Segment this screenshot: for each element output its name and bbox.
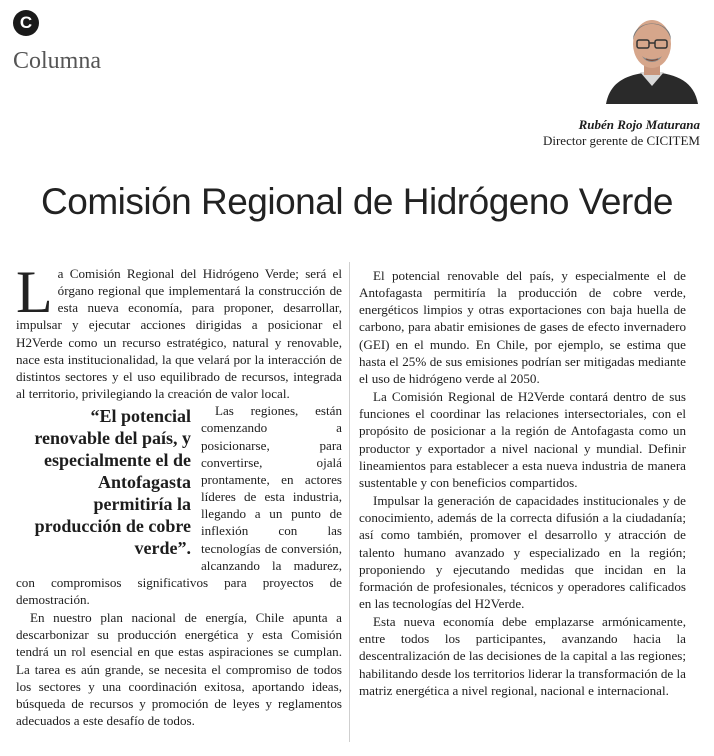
article-headline: Comisión Regional de Hidrógeno Verde — [41, 181, 673, 222]
drop-cap: L — [16, 259, 53, 325]
article-column-right — [359, 267, 686, 699]
article-paragraph: Impulsar la generación de capacidades institucionales y de conocimiento, además de la correcta difusión a la ciudadanía; así como también, promover el desarrollo y atracción de talento humano avanzado y especializado en la región; proponiendo y ejecutando medidas que incidan en la formación de profesionales, técnicos y operadores calificados en las tecnologías del H2Verde. — [359, 493, 686, 611]
article-paragraph: L a Comisión Regional del Hidrógeno Verde; será el órgano regional que implementará la construcción de esta nueva economía, para proponer, desarrollar, impulsar y ejecutar acciones dirigidas a posicionar el H2Verde como un recurso estratégico, natural y renovable, nace esta institucionalidad, la que velará por la interacción de distintos sectores y el uso equilibrado de recursos, integrada al territorio, privilegiando la creación de valor local. — [16, 259, 342, 402]
author-byline — [543, 117, 700, 149]
article-column-left — [16, 259, 342, 729]
article-paragraph: Esta nueva economía debe emplazarse armónicamente, entre todos los participantes, avanzando hacia la descentralización de las decisiones de la capital a las regiones; habilitando desde los territorios liderar la transformación de la matriz energética a nivel regional, nacional e internacional. — [359, 614, 686, 698]
article-paragraph: La Comisión Regional de H2Verde contará dentro de sus funciones el coordinar las relaciones intersectoriales, con el propósito de posicionar a la región de Antofagasta como un productor y exportador a nivel nacional y mundial. Definir lineamientos para establecer a esta nueva industria de manera sustentable y con beneficios compartidos. — [359, 389, 686, 490]
pull-quote: “El potencial renovable del país, y especialmente el de Antofagasta permitiría la producción de cobre verde”. — [34, 406, 191, 559]
article-paragraph: En nuestro plan nacional de energía, Chile apunta a descarbonizar su producción energética y esta Comisión tendrá un rol esencial en que estas aspiraciones se cumplan. La tarea es aún grande, se necesita el compromiso de todos los sectores y una coordinación exitosa, aportando ideas, búsqueda de recursos y promoción de leyes y reglamentos adecuados a este desafío de todos. — [16, 610, 342, 729]
article-paragraph: Las regiones, están comenzando a posicionarse, para convertirse, ojalá prontamente, en actores líderes de esta industria, llegando a un punto de inflexión con las tecnologías de conversión, alcanzando la madurez, con compromisos significativos para proyectos de demostración. — [16, 403, 342, 607]
section-badge: C — [13, 10, 39, 36]
author-name: Rubén Rojo Maturana — [578, 117, 700, 132]
column-divider — [349, 262, 350, 742]
section-label: Columna — [13, 48, 101, 74]
author-portrait — [602, 6, 702, 104]
article-paragraph: El potencial renovable del país, y especialmente el de Antofagasta permitiría la producción de cobre verde, energéticos limpios y otras exportaciones con baja huella de carbono, para abatir emisiones de gases de efecto invernadero (GEI) en el mundo. En Chile, por ejemplo, se estima que hasta el 25% de sus emisiones podrían ser mitigadas mediante el uso de hidrógeno verde al 2050. — [359, 268, 686, 386]
author-role: Director gerente de CICITEM — [542, 133, 700, 148]
